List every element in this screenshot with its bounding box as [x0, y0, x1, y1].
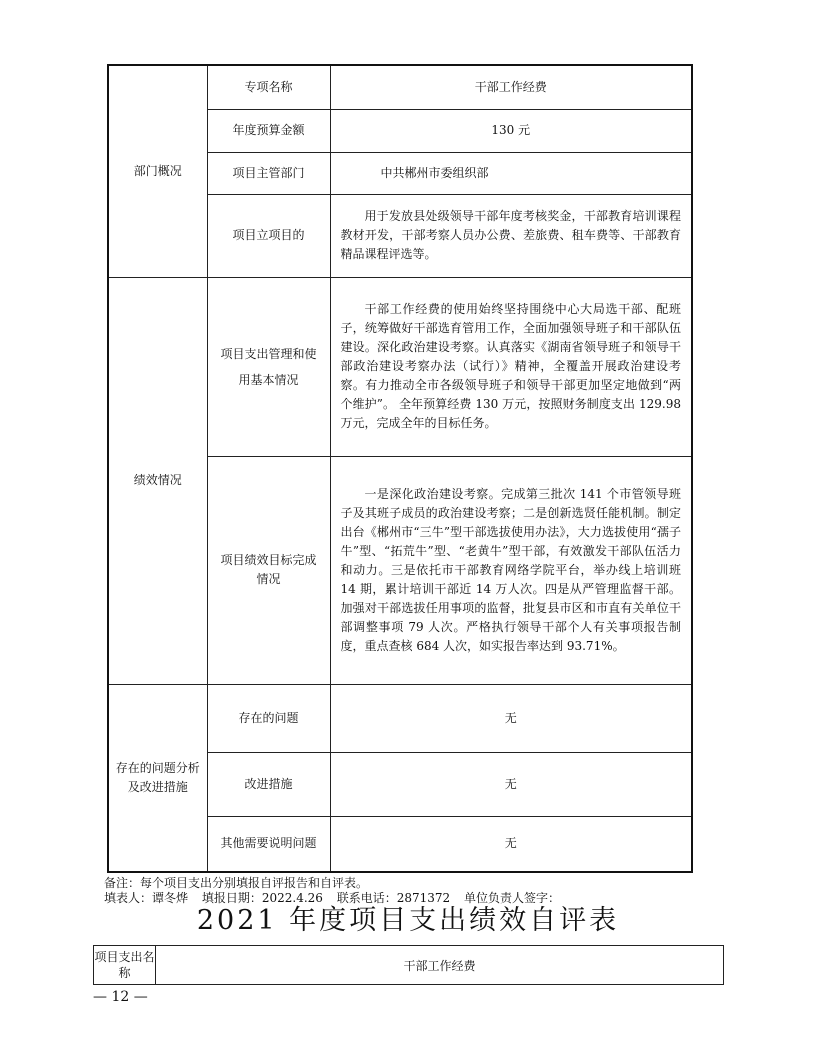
table-row [108, 277, 692, 456]
row-value: 130 元 [330, 109, 692, 152]
row-label: 项目主管部门 [207, 152, 330, 194]
row-value: 无 [330, 816, 692, 872]
filler-name: 填表人：谭冬烨 [104, 891, 189, 905]
row-value: 一是深化政治建设考察。完成第三批次 141 个市管领导班子及其班子成员的政治建设考察；二是创新选贤任能机制。制定出台《郴州市“三牛”型干部选拔使用办法》，大力选拔使用“孺子牛”型、“拓荒牛”型、“老黄牛”型干部，有效激发干部队伍活力和动力。三是依托市干部教育网络学院平台，举办线上培训班 14 期，累计培训干部近 14 万人次。四是从严管理监督干部。加强对干部选拔任用事项的监督，批复县市区和市直有关单位干部调整事项 79 人次。严格执行领导干部个人有关事项报告制度，重点查核 684 人次，如实报告率达到 93.71%。 [330, 456, 692, 684]
row-label: 年度预算金额 [207, 109, 330, 152]
row-label: 项目立项目的 [207, 194, 330, 277]
row-value: 干部工作经费的使用始终坚持围绕中心大局选干部、配班子，统筹做好干部选育管用工作，全面加强领导班子和干部队伍建设。深化政治建设考察。认真落实《湖南省领导班子和领导干部政治建设考察办法（试行）》精神，全覆盖开展政治建设考察。有力推动全市各级领导班子和领导干部更加坚定地做到“两个维护”。 全年预算经费 130 万元，按照财务制度支出 129.98 万元，完成全年的目标任务。 [330, 277, 692, 456]
project-name-table [93, 945, 724, 985]
project-name-value: 干部工作经费 [156, 946, 724, 985]
row-label: 改进措施 [207, 752, 330, 816]
row-value: 无 [330, 752, 692, 816]
category-performance: 绩效情况 [108, 277, 207, 684]
row-label: 专项名称 [207, 65, 330, 109]
row-label: 其他需要说明问题 [207, 816, 330, 872]
performance-table [107, 64, 693, 873]
row-value: 干部工作经费 [330, 65, 692, 109]
section-title: 2021 年度项目支出绩效自评表 [196, 905, 620, 936]
row-value: 无 [330, 684, 692, 752]
row-label: 存在的问题 [207, 684, 330, 752]
project-name-label: 项目支出名称 [94, 946, 156, 985]
fill-date: 填报日期：2022.4.26 [201, 891, 323, 905]
page-number: — 12 — [93, 989, 148, 1005]
table-row [108, 65, 692, 109]
category-dept-overview: 部门概况 [108, 65, 207, 277]
filler-info [104, 891, 570, 905]
category-problems: 存在的问题分析及改进措施 [108, 684, 207, 872]
table-row [108, 684, 692, 752]
row-value: 中共郴州市委组织部 [330, 152, 692, 194]
signature-label: 单位负责人签字： [464, 891, 561, 905]
contact-phone: 联系电话：2871372 [336, 891, 451, 905]
row-value: 用于发放县处级领导干部年度考核奖金，干部教育培训课程教材开发，干部考察人员办公费、差旅费、租车费等、干部教育精品课程评选等。 [330, 194, 692, 277]
row-label: 项目支出管理和使用基本情况 [207, 277, 330, 456]
remark-note: 备注：每个项目支出分别填报自评报告和自评表。 [104, 876, 369, 890]
row-label: 项目绩效目标完成情况 [207, 456, 330, 684]
